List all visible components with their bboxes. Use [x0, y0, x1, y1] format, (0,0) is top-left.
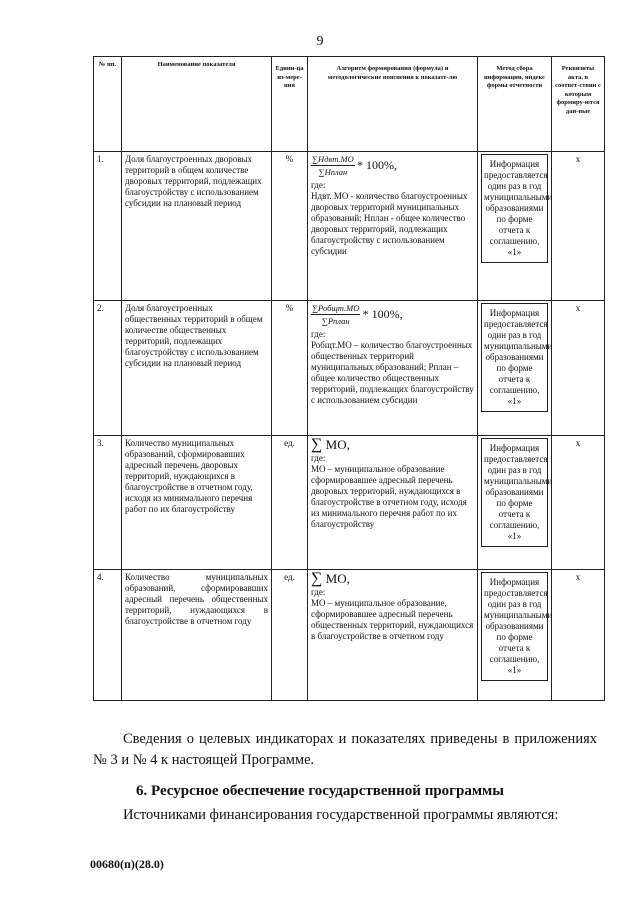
table-row: [94, 570, 605, 701]
table-row: [94, 436, 605, 570]
where-label: где:: [311, 180, 326, 190]
formula-cell: [308, 570, 478, 701]
requisites-cell: x: [552, 152, 605, 301]
where-label: где:: [311, 587, 326, 597]
row-number: 1.: [94, 152, 122, 301]
formula-explanation: МО – муниципальное образование сформировавшее адресный перечень дворовых территорий, нуждающихся в благоустройстве в отчетном году, исходя из минимального перечня работ по их благоустройству: [311, 464, 467, 529]
paragraph-funding-sources: Источниками финансирования государственной программы являются:: [123, 807, 559, 823]
where-label: где:: [311, 453, 326, 463]
header-num: № пп.: [94, 57, 122, 152]
header-method: Метод сбора информации, индекс формы отчетности: [478, 57, 552, 152]
formula-explanation: МО – муниципальное образование, сформировавшее адресный перечень общественных территорий, нуждающихся в благоустройстве в отчетном году: [311, 598, 474, 641]
table-header-row: [94, 57, 605, 152]
requisites-cell: x: [552, 570, 605, 701]
formula-numerator: ∑Ндвт.МО: [312, 154, 354, 164]
formula: [311, 154, 474, 177]
indicators-table: [93, 56, 605, 701]
formula-multiplier: * 100%,: [362, 307, 403, 321]
formula-term: МО,: [325, 437, 350, 452]
section-heading: 6. Ресурсное обеспечение государственной программы: [136, 783, 504, 799]
formula-fraction: [311, 303, 360, 326]
unit-cell: ед.: [272, 436, 308, 570]
formula-term: МО,: [325, 571, 350, 586]
formula-explanation: Робщт.МО – количество благоустроенных общественных территорий муниципальных образований; Рплан – общее количество общественных территорий, подлежащих благоустройству с использованием субсидии: [311, 340, 474, 405]
formula: [311, 572, 474, 586]
indicator-name: Доля благоустроенных дворовых территорий в общем количестве дворовых территорий, подлежащих благоустройству с использованием субсидии на плановый период: [122, 152, 272, 301]
row-number: 3.: [94, 436, 122, 570]
method-text: Информация предоставляется один раз в год муниципальными образованиями по форме отчета к соглашению, «1»: [481, 572, 548, 681]
indicator-name: Количество муниципальных образований, сформировавших адресный перечень дворовых территорий, нуждающихся в благоустройстве в отчетном году, исходя из минимального перечня работ по их благоустройству: [122, 436, 272, 570]
row-number: 4.: [94, 570, 122, 701]
formula-denominator: ∑Рплан: [321, 316, 350, 326]
indicator-name: Доля благоустроенных общественных территорий в общем количестве общественных территорий, подлежащих благоустройству с использованием субсидии на плановый период: [122, 301, 272, 436]
table-row: [94, 152, 605, 301]
formula: [311, 303, 474, 326]
requisites-cell: x: [552, 436, 605, 570]
row-number: 2.: [94, 301, 122, 436]
method-cell: [478, 570, 552, 701]
formula-cell: [308, 152, 478, 301]
method-cell: [478, 436, 552, 570]
paragraph-indicators-reference: Сведения о целевых индикаторах и показателях приведены в приложениях № 3 и № 4 к настоящей Программе.: [93, 731, 597, 768]
where-label: где:: [311, 329, 326, 339]
indicator-name: Количество муниципальных образований, сформировавших адресный перечень общественных территорий, нуждающихся в благоустройстве в отчетном году: [122, 570, 272, 701]
method-text: Информация предоставляется один раз в год муниципальными образованиями по форме отчета к соглашению, «1»: [481, 154, 548, 263]
table-row: [94, 301, 605, 436]
page-number: 9: [316, 34, 324, 49]
method-cell: [478, 301, 552, 436]
formula-explanation: Ндвт. МО - количество благоустроенных дворовых территорий муниципальных образований; Нплан - общее количество дворовых территорий, подлежащих благоустройству с использованием субсидии: [311, 191, 468, 256]
requisites-cell: x: [552, 301, 605, 436]
header-unit: Едини-ца из-мере-ния: [272, 57, 308, 152]
formula-denominator: ∑Нплан: [318, 167, 348, 177]
method-cell: [478, 152, 552, 301]
formula-cell: [308, 436, 478, 570]
document-code: 00680(п)(28.0): [90, 857, 164, 871]
formula-fraction: [311, 154, 355, 177]
header-name: Наименование показателя: [122, 57, 272, 152]
sigma-symbol: ∑: [311, 570, 323, 587]
header-requisites: Реквизиты акта, в соответ-ствии с которым формиру-ются дан-ные: [552, 57, 605, 152]
formula-numerator: ∑Робщт.МО: [312, 303, 360, 313]
method-text: Информация предоставляется один раз в год муниципальными образованиями по форме отчета к соглашению, «1»: [481, 438, 548, 547]
formula-cell: [308, 301, 478, 436]
header-formula: Алгоритм формирования (формула) и методологические пояснения к показате-лю: [308, 57, 478, 152]
method-text: Информация предоставляется один раз в год муниципальными образованиями по форме отчета к соглашению, «1»: [481, 303, 548, 412]
unit-cell: %: [272, 301, 308, 436]
unit-cell: %: [272, 152, 308, 301]
sigma-symbol: ∑: [311, 436, 323, 453]
formula: [311, 438, 474, 452]
formula-multiplier: * 100%,: [357, 158, 398, 172]
unit-cell: ед.: [272, 570, 308, 701]
